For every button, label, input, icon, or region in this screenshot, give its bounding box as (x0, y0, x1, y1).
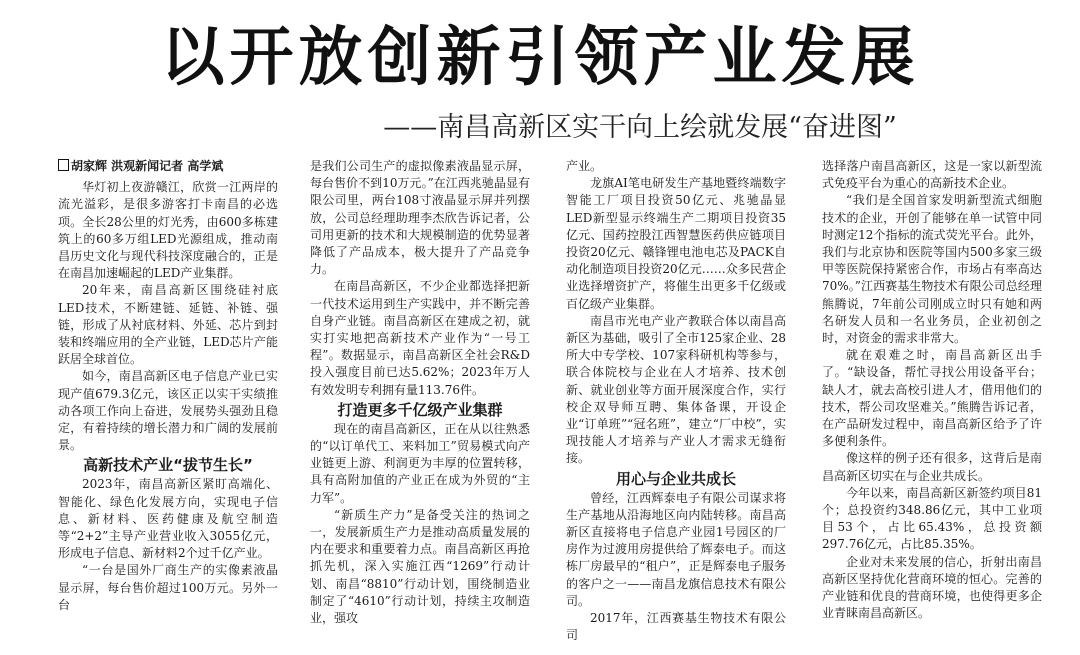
square-icon (58, 159, 69, 171)
paragraph: 现在的南昌高新区，正在从以往熟悉的“以订单代工、来料加工”贸易模式向产业链更上游、利润更为丰厚的位置转移，具有高附加值的产业正在成为外贸的“主力军”。 (310, 421, 530, 505)
paragraph: 产业。 (566, 159, 603, 173)
paragraph: 龙旗AI笔电研发生产基地暨终端数字智能工厂项目投资50亿元、兆驰晶显LED新型显示终端生产二期项目投资35亿元、国药控股江西智慧医药供应链项目投资20亿元、赣锋锂电池电芯及PACK自动化制造项目投资20亿元……众多民营企业选择增资扩产，将催生出更多千亿级或百亿级产业集群。 (566, 176, 786, 311)
paragraph: 曾经，江西辉泰电子有限公司谋求将生产基地从沿海地区向内陆转移。南昌高新区直接将电子信息产业园1号园区的厂房作为过渡用房提供给了辉泰电子。而这栋厂房最早的“租户”，正是辉泰电子服务的客户之一——南昌龙旗信息技术有限公司。 (566, 490, 786, 608)
article-column-2 (310, 158, 530, 650)
paragraph: “一台是国外厂商生产的实像素液晶显示屏，每台售价超过100万元。另外一台 (58, 563, 278, 612)
paragraph: “新质生产力”是备受关注的热词之一，发展新质生产力是推动高质量发展的内在要求和重要着力点。南昌高新区再抢抓先机，深入实施江西“1269”行动计划、南昌“8810”行动计划，围绕制造业制定了“4610”行动计划，持续主攻制造业，强攻 (310, 507, 530, 626)
subheadline: ——南昌高新区实干向上绘就发展“奋进图” (383, 112, 897, 143)
article-column-4 (822, 158, 1042, 650)
paragraph: 2017年，江西赛基生物技术有限公司 (566, 611, 786, 643)
paragraph: 今年以来，南昌高新区新签约项目81个；总投资约348.86亿元，其中工业项目53个，占比65.43%，总投资额297.76亿元，占比85.35%。 (822, 485, 1042, 552)
section-heading: 高新技术产业“拔节生长” (83, 456, 253, 475)
article-column-1 (58, 158, 278, 650)
paragraph: 在南昌高新区，不少企业都选择把新一代技术运用到生产实践中，并不断完善自身产业链。南昌高新区在建成之初，就实打实地把高新技术产业作为“一号工程”。数据显示，南昌高新区全社会R&D投入强度目前已达5.62%；2023年万人有效发明专利拥有量113.76件。 (310, 279, 530, 397)
paragraph: 选择落户南昌高新区，这是一家以新型流式免疫平台为重心的高新技术企业。 (822, 159, 1042, 191)
section-heading: 打造更多千亿级产业集群 (337, 400, 503, 419)
section-heading: 用心与企业共成长 (615, 469, 736, 488)
paragraph: 2023年，南昌高新区紧盯高端化、智能化、绿色化发展方向，实现电子信息、新材料、医药健康及航空制造等“2+2”主导产业营业收入3055亿元，形成电子信息、新材料2个过千亿产业。 (58, 477, 278, 561)
headline: 以开放创新引领产业发展 (160, 21, 920, 95)
paragraph: 是我们公司生产的虚拟像素液晶显示屏，每台售价不到10万元。”在江西兆驰晶显有限公司里，两台108寸液晶显示屏并列摆放，公司总经理助理李杰欣告诉记者，公司用更新的技术和大规模制造的优势显著降低了产品成本，极大提升了产品竞争力。 (310, 159, 530, 277)
paragraph: 南昌市光电产业产教联合体以南昌高新区为基础，吸引了全市125家企业、28所大中专学校、107家科研机构等参与，联合体院校与企业在人才培养、技术创新、就业创业等方面开展深度合作，实行校企双导师互聘、集体备课，开设企业“订单班”“冠名班”，建立“厂中校”，实现技能人才培养与产业人才需求无缝衔接。 (566, 313, 786, 466)
paragraph: 就在艰难之时，南昌高新区出手了。“缺设备，帮忙寻找公用设备平台；缺人才，就去高校引进人才，借用他们的技术，帮公司攻坚难关。”熊腾告诉记者，在产品研发过程中，南昌高新区给予了许多便利条件。 (822, 348, 1042, 449)
paragraph: 像这样的例子还有很多，这背后是南昌高新区切实在与企业共成长。 (822, 451, 1042, 483)
byline-text: 胡家辉 洪观新闻记者 高学斌 (71, 159, 224, 173)
paragraph: “我们是全国首家发明新型流式细胞技术的企业，开创了能够在单一试管中同时测定12个指标的流式荧光平台。此外，我们与北京协和医院等国内500多家三级甲等医院保持紧密合作，市场占有率高达70%。”江西赛基生物技术有限公司总经理熊腾说，7年前公司刚成立时只有她和两名研发人员和一名业务员，企业初创之时，对资金的需求非常大。 (822, 193, 1042, 346)
paragraph: 华灯初上夜游赣江，欣赏一江两岸的流光溢彩，是很多游客打卡南昌的必选项。全长28公里的灯光秀，由600多栋建筑上的60多万组LED光源组成，推动南昌历史文化与现代科技深度融合的，正是在南昌加速崛起的LED产业集群。 (58, 180, 278, 281)
paragraph: 20年来，南昌高新区围绕硅衬底LED技术，不断建链、延链、补链、强链，形成了从衬底材料、外延、芯片到封装和终端应用的全产业链，LED芯片产能跃居全球首位。 (58, 283, 278, 367)
article-column-3 (566, 158, 786, 650)
paragraph: 如今，南昌高新区电子信息产业已实现产值679.3亿元，该区正以实干实绩推动各项工作向上奋进，发展势头强劲且稳定，有着持续的增长潜力和广阔的发展前景。 (58, 369, 278, 453)
byline (58, 158, 278, 175)
paragraph: 企业对未来发展的信心，折射出南昌高新区坚持优化营商环境的恒心。完善的产业链和优良的营商环境，也使得更多企业青睐南昌高新区。 (822, 554, 1042, 621)
